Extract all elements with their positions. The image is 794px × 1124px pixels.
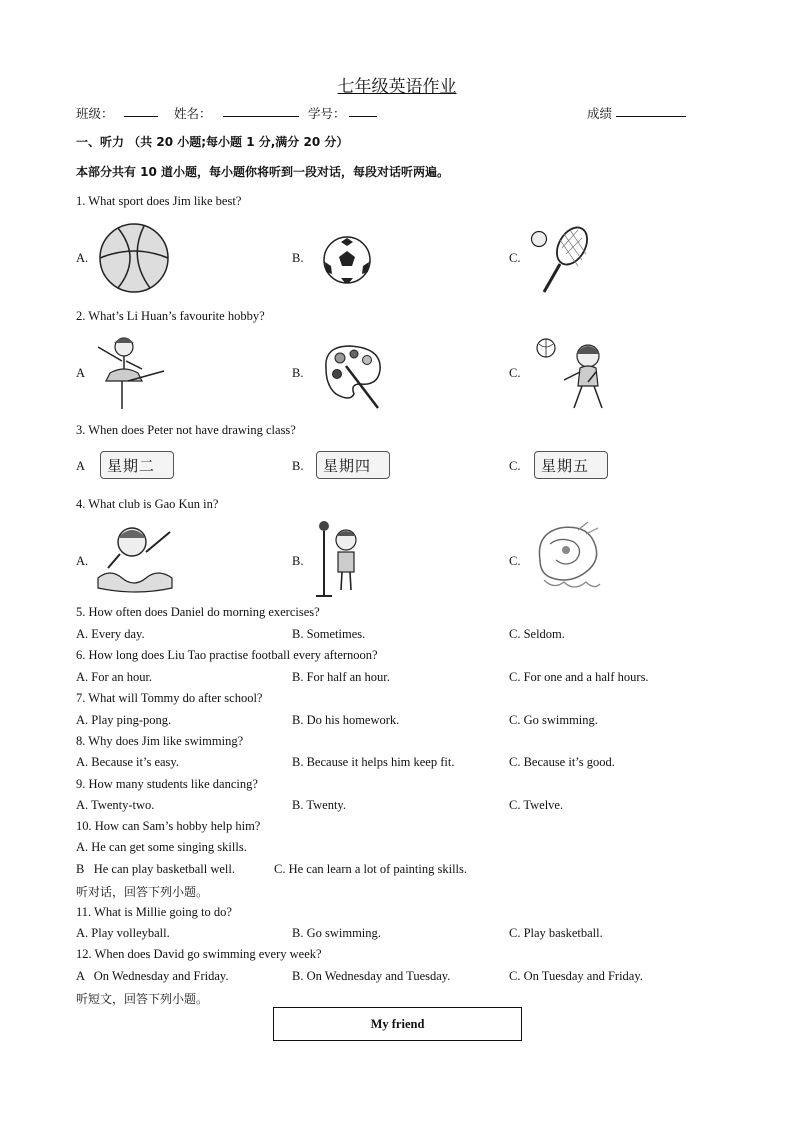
q6-option-c: C. For one and a half hours. [509,670,649,684]
q7-option-a: A. Play ping-pong. [76,713,172,727]
q8-option-b: B. Because it helps him keep fit. [292,755,455,769]
q3-sticker-b: 星期四 [316,451,390,479]
class-label: 班级： [76,106,114,121]
q2-option-c: C. [509,366,521,380]
question-3: 3. When does Peter not have drawing class? [76,423,296,437]
question-8: 8. Why does Jim like swimming? [76,734,244,748]
q11-option-c: C. Play basketball. [509,926,603,940]
singer-boy-icon [314,518,364,598]
q7-option-c: C. Go swimming. [509,713,598,727]
q2-option-a: A [76,366,86,380]
volleyball-girl-icon [534,336,612,412]
q11-option-b: B. Go swimming. [292,926,381,940]
paint-palette-icon [320,342,386,410]
question-12: 12. When does David go swimming every week? [76,947,322,961]
q5-option-a: A. Every day. [76,627,145,641]
question-6: 6. How long does Liu Tao practise football every afternoon? [76,648,378,662]
score-label: 成绩 [587,106,613,121]
question-7: 7. What will Tommy do after school? [76,691,263,705]
page-title: 七年级英语作业 [337,77,457,97]
question-10: 10. How can Sam’s hobby help him? [76,819,261,833]
name-blank [223,104,299,117]
q12-option-c: C. On Tuesday and Friday. [509,969,643,983]
question-9: 9. How many students like dancing? [76,777,258,791]
question-5: 5. How often does Daniel do morning exercises? [76,605,320,619]
basketball-icon [98,222,170,294]
q4-option-a: A. [76,554,89,568]
q3-option-c: C. [509,459,521,473]
name-label: 姓名： [174,106,212,121]
section-heading: 一、听力 （共 20 小题;每小题 1 分,满分 20 分） [76,135,349,149]
q1-option-b: B. [292,251,304,265]
soccer-ball-icon [323,236,371,284]
q5-option-c: C. Seldom. [509,627,565,641]
question-11: 11. What is Millie going to do? [76,905,232,919]
q1-option-a: A. [76,251,89,265]
q12-option-a: A On Wednesday and Friday. [76,969,229,983]
q10-option-a: A. He can get some singing skills. [76,840,247,854]
q9-option-c: C. Twelve. [509,798,564,812]
q4-option-b: B. [292,554,304,568]
q1-option-c: C. [509,251,521,265]
question-4: 4. What club is Gao Kun in? [76,497,219,511]
section-instruction: 本部分共有 10 道小题，每小题你将听到一段对话，每段对话听两遍。 [76,165,450,179]
q11-option-a: A. Play volleyball. [76,926,170,940]
q12-option-b: B. On Wednesday and Tuesday. [292,969,451,983]
score-blank [616,104,686,117]
q6-option-a: A. For an hour. [76,670,153,684]
q2-option-b: B. [292,366,304,380]
question-1: 1. What sport does Jim like best? [76,194,242,208]
dragon-papercut-icon [530,520,604,598]
swimmer-icon [96,522,178,594]
ballet-girl-icon [92,333,170,413]
passage-title-box [273,1007,522,1041]
passage-note: 听短文，回答下列小题。 [76,992,209,1006]
q3-sticker-c: 星期五 [534,451,608,479]
q3-option-b: B. [292,459,304,473]
q9-option-b: B. Twenty. [292,798,346,812]
q9-option-a: A. Twenty-two. [76,798,155,812]
q8-option-c: C. Because it’s good. [509,755,615,769]
dialog-note: 听对话，回答下列小题。 [76,885,209,899]
id-label: 学号： [308,106,346,121]
q8-option-a: A. Because it’s easy. [76,755,179,769]
tennis-racket-icon [530,224,592,296]
class-blank [124,104,158,117]
q10-option-b: B He can play basketball well. [76,862,235,876]
passage-title: My friend [370,1017,425,1031]
q3-sticker-a: 星期二 [100,451,174,479]
q10-option-c: C. He can learn a lot of painting skills. [274,862,468,876]
q7-option-b: B. Do his homework. [292,713,400,727]
q5-option-b: B. Sometimes. [292,627,366,641]
q4-option-c: C. [509,554,521,568]
question-2: 2. What’s Li Huan’s favourite hobby? [76,309,265,323]
id-blank [349,104,377,117]
q6-option-b: B. For half an hour. [292,670,390,684]
q3-option-a: A [76,459,86,473]
